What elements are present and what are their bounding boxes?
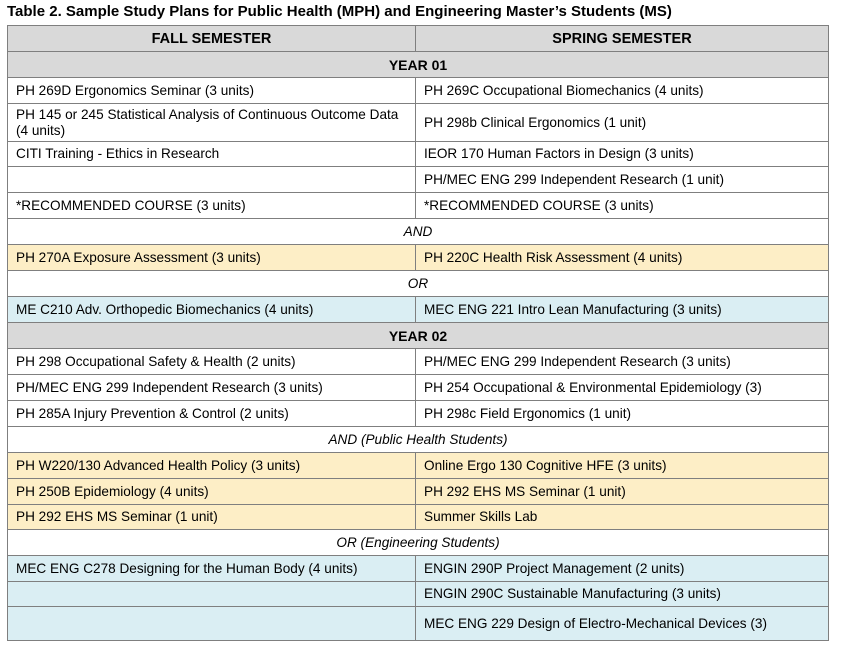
spring-course: *RECOMMENDED COURSE (3 units): [416, 193, 829, 219]
fall-course: [8, 607, 416, 641]
fall-course: PH 269D Ergonomics Seminar (3 units): [8, 78, 416, 104]
connector-label: OR: [8, 271, 829, 297]
table-row: [8, 505, 829, 530]
table-row: [8, 479, 829, 505]
connector-row: [8, 530, 829, 556]
table-row: [8, 297, 829, 323]
spring-course: ENGIN 290P Project Management (2 units): [416, 556, 829, 582]
spring-course: PH 292 EHS MS Seminar (1 unit): [416, 479, 829, 505]
study-plan-table: [7, 25, 829, 641]
table-row: [8, 453, 829, 479]
year-row: [8, 323, 829, 349]
spring-course: MEC ENG 221 Intro Lean Manufacturing (3 units): [416, 297, 829, 323]
connector-row: [8, 219, 829, 245]
fall-course: PH 270A Exposure Assessment (3 units): [8, 245, 416, 271]
connector-label: OR (Engineering Students): [8, 530, 829, 556]
table-row: [8, 104, 829, 142]
spring-course: Summer Skills Lab: [416, 505, 829, 530]
spring-course: Online Ergo 130 Cognitive HFE (3 units): [416, 453, 829, 479]
spring-course: PH 298b Clinical Ergonomics (1 unit): [416, 104, 829, 142]
fall-course: PH W220/130 Advanced Health Policy (3 units): [8, 453, 416, 479]
spring-course: PH 254 Occupational & Environmental Epidemiology (3): [416, 375, 829, 401]
fall-course: CITI Training - Ethics in Research: [8, 142, 416, 167]
spring-course: IEOR 170 Human Factors in Design (3 units): [416, 142, 829, 167]
fall-course: PH 292 EHS MS Seminar (1 unit): [8, 505, 416, 530]
table-row: [8, 556, 829, 582]
connector-row: [8, 271, 829, 297]
spring-course: PH 298c Field Ergonomics (1 unit): [416, 401, 829, 427]
header-row: [8, 26, 829, 52]
fall-course: PH/MEC ENG 299 Independent Research (3 units): [8, 375, 416, 401]
spring-course: PH 269C Occupational Biomechanics (4 units): [416, 78, 829, 104]
table-row: [8, 582, 829, 607]
fall-course: [8, 167, 416, 193]
fall-course: *RECOMMENDED COURSE (3 units): [8, 193, 416, 219]
fall-course: PH 250B Epidemiology (4 units): [8, 479, 416, 505]
table-row: [8, 78, 829, 104]
fall-course: PH 145 or 245 Statistical Analysis of Continuous Outcome Data (4 units): [8, 104, 416, 142]
connector-label: AND: [8, 219, 829, 245]
spring-course: PH/MEC ENG 299 Independent Research (1 unit): [416, 167, 829, 193]
fall-course: [8, 582, 416, 607]
spring-course: MEC ENG 229 Design of Electro-Mechanical Devices (3): [416, 607, 829, 641]
fall-course: PH 285A Injury Prevention & Control (2 units): [8, 401, 416, 427]
connector-label: AND (Public Health Students): [8, 427, 829, 453]
year-label: YEAR 02: [8, 323, 829, 349]
connector-row: [8, 427, 829, 453]
year-row: [8, 52, 829, 78]
table-row: [8, 167, 829, 193]
fall-course: MEC ENG C278 Designing for the Human Body (4 units): [8, 556, 416, 582]
year-label: YEAR 01: [8, 52, 829, 78]
spring-course: PH 220C Health Risk Assessment (4 units): [416, 245, 829, 271]
fall-course: ME C210 Adv. Orthopedic Biomechanics (4 units): [8, 297, 416, 323]
spring-course: ENGIN 290C Sustainable Manufacturing (3 units): [416, 582, 829, 607]
table-row: [8, 375, 829, 401]
spring-semester-header: SPRING SEMESTER: [416, 26, 829, 52]
fall-course: PH 298 Occupational Safety & Health (2 units): [8, 349, 416, 375]
fall-semester-header: FALL SEMESTER: [8, 26, 416, 52]
table-row: [8, 401, 829, 427]
table-row: [8, 245, 829, 271]
table-title: Table 2. Sample Study Plans for Public Health (MPH) and Engineering Master’s Students (MS): [7, 3, 672, 20]
table-row: [8, 349, 829, 375]
table-row: [8, 607, 829, 641]
table-row: [8, 193, 829, 219]
table-row: [8, 142, 829, 167]
spring-course: PH/MEC ENG 299 Independent Research (3 units): [416, 349, 829, 375]
